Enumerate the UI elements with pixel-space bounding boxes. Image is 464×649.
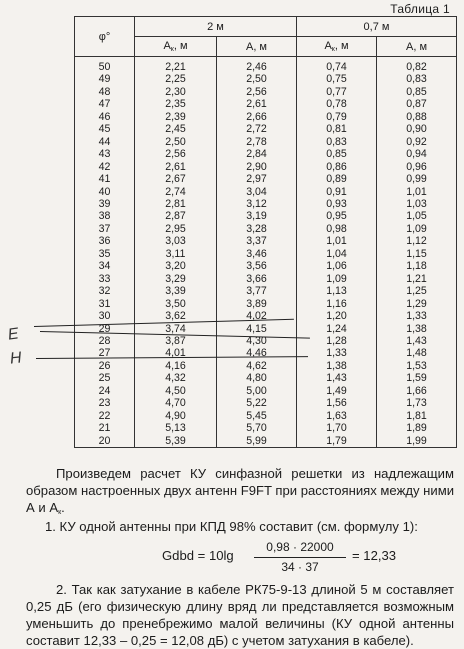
table-row bbox=[75, 86, 457, 98]
a-2m-cell: 5,99 bbox=[217, 435, 297, 448]
a-2m-cell: 2,61 bbox=[217, 98, 297, 110]
table-row bbox=[75, 260, 457, 272]
table-row bbox=[75, 422, 457, 434]
ak-07m-cell: 0,83 bbox=[297, 136, 377, 148]
table-row bbox=[75, 161, 457, 173]
table-row bbox=[75, 186, 457, 198]
a-07m-cell: 0,85 bbox=[377, 86, 457, 98]
paragraph-step1: 1. КУ одной антенны при КПД 98% составит (см. формулу 1): bbox=[45, 519, 418, 534]
table-row bbox=[75, 410, 457, 422]
table-row bbox=[75, 123, 457, 135]
a-07m-cell: 1,48 bbox=[377, 347, 457, 359]
phi-cell: 33 bbox=[75, 273, 135, 285]
a-07m-cell: 1,18 bbox=[377, 260, 457, 272]
ak-07m-cell: 1,24 bbox=[297, 323, 377, 335]
phi-cell: 50 bbox=[75, 57, 135, 74]
ak-2m-cell: 2,56 bbox=[135, 148, 217, 160]
ak-2m-cell: 3,87 bbox=[135, 335, 217, 347]
a-07m-cell: 0,83 bbox=[377, 73, 457, 85]
ak-2m-cell: 5,13 bbox=[135, 422, 217, 434]
a-2m-cell: 5,70 bbox=[217, 422, 297, 434]
a-07m-cell: 0,82 bbox=[377, 57, 457, 74]
formula-rhs: = 12,33 bbox=[352, 548, 397, 563]
a-07m-cell: 0,90 bbox=[377, 123, 457, 135]
a-07m-cell: 0,92 bbox=[377, 136, 457, 148]
ak-07m-cell: 1,20 bbox=[297, 310, 377, 322]
ak-07m-cell: 1,16 bbox=[297, 298, 377, 310]
table-row bbox=[75, 198, 457, 210]
ak-2m-cell: 2,81 bbox=[135, 198, 217, 210]
table-row bbox=[75, 310, 457, 322]
a-07m-cell: 1,89 bbox=[377, 422, 457, 434]
ak-2m-cell: 4,50 bbox=[135, 385, 217, 397]
a-2m-cell: 2,56 bbox=[217, 86, 297, 98]
a-2m-cell: 2,78 bbox=[217, 136, 297, 148]
ak-2m-cell: 4,70 bbox=[135, 397, 217, 409]
phi-cell: 32 bbox=[75, 285, 135, 297]
ak-07m-cell: 1,70 bbox=[297, 422, 377, 434]
formula-numerator: 0,98 · 22000 bbox=[266, 540, 334, 554]
ak-2m-cell: 3,50 bbox=[135, 298, 217, 310]
phi-cell: 23 bbox=[75, 397, 135, 409]
phi-cell: 38 bbox=[75, 210, 135, 222]
ak-2m-cell: 4,90 bbox=[135, 410, 217, 422]
a-07m-cell: 1,33 bbox=[377, 310, 457, 322]
a-2m-cell: 5,00 bbox=[217, 385, 297, 397]
table-body bbox=[75, 57, 457, 448]
phi-cell: 49 bbox=[75, 73, 135, 85]
paragraph-step2: 2. Так как затухание в кабеле РК75-9-13 длиной 5 м составляет 0,25 дБ (его физическую длину вряд ли представляется возможным уменьшить до пренебрежимо малой величины (КУ одной антенны составит 12,33 – 0,25 = 12,08 дБ) с учетом затухания в кабеле). bbox=[26, 582, 454, 648]
a-07m-cell: 1,21 bbox=[377, 273, 457, 285]
group-header-2m: 2 м bbox=[135, 17, 297, 37]
phi-cell: 44 bbox=[75, 136, 135, 148]
formula-denominator: 34 · 37 bbox=[281, 560, 319, 574]
table-header-row-groups bbox=[75, 17, 457, 37]
a-07m-cell: 1,12 bbox=[377, 235, 457, 247]
a-07m-cell: 1,38 bbox=[377, 323, 457, 335]
phi-cell: 41 bbox=[75, 173, 135, 185]
a-07m-cell: 1,25 bbox=[377, 285, 457, 297]
a-07m-cell: 1,05 bbox=[377, 210, 457, 222]
ak-07m-cell: 0,81 bbox=[297, 123, 377, 135]
ak-07m-cell: 0,74 bbox=[297, 57, 377, 74]
ak-2m-cell: 3,11 bbox=[135, 248, 217, 260]
ak-2m-cell: 3,74 bbox=[135, 323, 217, 335]
col-header-a-2m: A, м bbox=[217, 37, 297, 57]
ak-2m-cell: 2,67 bbox=[135, 173, 217, 185]
a-2m-cell: 3,28 bbox=[217, 223, 297, 235]
a-07m-cell: 1,53 bbox=[377, 360, 457, 372]
ak-07m-cell: 1,56 bbox=[297, 397, 377, 409]
a-07m-cell: 1,59 bbox=[377, 372, 457, 384]
a-07m-cell: 1,73 bbox=[377, 397, 457, 409]
ak-07m-cell: 0,91 bbox=[297, 186, 377, 198]
a-2m-cell: 3,19 bbox=[217, 210, 297, 222]
ak-07m-cell: 1,13 bbox=[297, 285, 377, 297]
col-header-a-07m: A, м bbox=[377, 37, 457, 57]
ak-07m-cell: 1,43 bbox=[297, 372, 377, 384]
ak-07m-cell: 0,93 bbox=[297, 198, 377, 210]
ak-07m-cell: 1,06 bbox=[297, 260, 377, 272]
ak-07m-cell: 0,79 bbox=[297, 111, 377, 123]
a-2m-cell: 4,02 bbox=[217, 310, 297, 322]
phi-cell: 30 bbox=[75, 310, 135, 322]
ak-07m-cell: 1,01 bbox=[297, 235, 377, 247]
a-2m-cell: 2,50 bbox=[217, 73, 297, 85]
ak-07m-cell: 1,49 bbox=[297, 385, 377, 397]
a-07m-cell: 0,96 bbox=[377, 161, 457, 173]
ak-07m-cell: 1,79 bbox=[297, 435, 377, 448]
phi-cell: 37 bbox=[75, 223, 135, 235]
ak-2m-cell: 3,20 bbox=[135, 260, 217, 272]
ak-07m-cell: 0,98 bbox=[297, 223, 377, 235]
a-2m-cell: 3,66 bbox=[217, 273, 297, 285]
paragraph-intro: Произведем расчет КУ синфазной решетки из надлежащим образом настроенных двух антенн F9FT при расстояниях между ними А и $А_к$. bbox=[26, 466, 455, 516]
phi-cell: 24 bbox=[75, 385, 135, 397]
a-07m-cell: 0,88 bbox=[377, 111, 457, 123]
phi-header: φ° bbox=[75, 17, 135, 57]
table-row bbox=[75, 136, 457, 148]
table-row bbox=[75, 57, 457, 74]
formula-lhs: Gdbd = 10lg bbox=[162, 548, 234, 563]
phi-cell: 22 bbox=[75, 410, 135, 422]
phi-cell: 40 bbox=[75, 186, 135, 198]
table-row bbox=[75, 360, 457, 372]
ak-07m-cell: 0,77 bbox=[297, 86, 377, 98]
ak-2m-cell: 2,74 bbox=[135, 186, 217, 198]
table-row bbox=[75, 223, 457, 235]
phi-cell: 26 bbox=[75, 360, 135, 372]
ak-2m-cell: 2,39 bbox=[135, 111, 217, 123]
phi-cell: 25 bbox=[75, 372, 135, 384]
phi-cell: 29 bbox=[75, 323, 135, 335]
table-row bbox=[75, 98, 457, 110]
a-07m-cell: 1,03 bbox=[377, 198, 457, 210]
group-header-07m: 0,7 м bbox=[297, 17, 457, 37]
phi-cell: 43 bbox=[75, 148, 135, 160]
phi-cell: 47 bbox=[75, 98, 135, 110]
a-2m-cell: 3,56 bbox=[217, 260, 297, 272]
phi-cell: 39 bbox=[75, 198, 135, 210]
ak-2m-cell: 3,03 bbox=[135, 235, 217, 247]
ak-2m-cell: 2,25 bbox=[135, 73, 217, 85]
a-07m-cell: 1,01 bbox=[377, 186, 457, 198]
table-row bbox=[75, 273, 457, 285]
phi-cell: 36 bbox=[75, 235, 135, 247]
a-07m-cell: 0,99 bbox=[377, 173, 457, 185]
ak-07m-cell: 1,33 bbox=[297, 347, 377, 359]
a-2m-cell: 3,12 bbox=[217, 198, 297, 210]
table-caption: Таблица 1 bbox=[390, 2, 450, 16]
ak-2m-cell: 2,30 bbox=[135, 86, 217, 98]
a-2m-cell: 2,46 bbox=[217, 57, 297, 74]
ak-07m-cell: 0,85 bbox=[297, 148, 377, 160]
a-2m-cell: 3,37 bbox=[217, 235, 297, 247]
table-row bbox=[75, 73, 457, 85]
a-07m-cell: 1,09 bbox=[377, 223, 457, 235]
phi-cell: 20 bbox=[75, 435, 135, 448]
ak-2m-cell: 3,39 bbox=[135, 285, 217, 297]
ak-2m-cell: 2,45 bbox=[135, 123, 217, 135]
a-07m-cell: 1,15 bbox=[377, 248, 457, 260]
ak-07m-cell: 1,09 bbox=[297, 273, 377, 285]
table-row bbox=[75, 298, 457, 310]
a-2m-cell: 3,04 bbox=[217, 186, 297, 198]
a-2m-cell: 4,15 bbox=[217, 323, 297, 335]
a-07m-cell: 1,29 bbox=[377, 298, 457, 310]
a-07m-cell: 1,81 bbox=[377, 410, 457, 422]
distance-table bbox=[74, 16, 457, 448]
handwritten-mark-h: H bbox=[9, 349, 23, 368]
table-row bbox=[75, 248, 457, 260]
phi-cell: 34 bbox=[75, 260, 135, 272]
table-row bbox=[75, 397, 457, 409]
table-row bbox=[75, 210, 457, 222]
table-row bbox=[75, 385, 457, 397]
phi-cell: 21 bbox=[75, 422, 135, 434]
a-2m-cell: 4,80 bbox=[217, 372, 297, 384]
a-2m-cell: 3,77 bbox=[217, 285, 297, 297]
ak-07m-cell: 0,95 bbox=[297, 210, 377, 222]
phi-cell: 48 bbox=[75, 86, 135, 98]
a-07m-cell: 1,66 bbox=[377, 385, 457, 397]
ak-2m-cell: 4,01 bbox=[135, 347, 217, 359]
ak-07m-cell: 1,28 bbox=[297, 335, 377, 347]
ak-2m-cell: 2,87 bbox=[135, 210, 217, 222]
ak-2m-cell: 2,61 bbox=[135, 161, 217, 173]
a-2m-cell: 2,90 bbox=[217, 161, 297, 173]
col-header-ak-2m: $A_к$, м bbox=[135, 37, 217, 57]
phi-cell: 27 bbox=[75, 347, 135, 359]
a-2m-cell: 4,46 bbox=[217, 347, 297, 359]
a-2m-cell: 2,72 bbox=[217, 123, 297, 135]
a-2m-cell: 3,89 bbox=[217, 298, 297, 310]
table-row bbox=[75, 173, 457, 185]
ak-07m-cell: 0,89 bbox=[297, 173, 377, 185]
ak-2m-cell: 3,29 bbox=[135, 273, 217, 285]
a-2m-cell: 4,30 bbox=[217, 335, 297, 347]
ak-2m-cell: 2,35 bbox=[135, 98, 217, 110]
a-2m-cell: 5,45 bbox=[217, 410, 297, 422]
a-2m-cell: 5,22 bbox=[217, 397, 297, 409]
formula-fraction bbox=[254, 540, 346, 575]
ak-07m-cell: 0,78 bbox=[297, 98, 377, 110]
a-2m-cell: 2,84 bbox=[217, 148, 297, 160]
table-row bbox=[75, 111, 457, 123]
phi-cell: 28 bbox=[75, 335, 135, 347]
phi-cell: 45 bbox=[75, 123, 135, 135]
col-header-ak-07m: $A_к$, м bbox=[297, 37, 377, 57]
ak-2m-cell: 2,95 bbox=[135, 223, 217, 235]
table-row bbox=[75, 148, 457, 160]
ak-2m-cell: 2,50 bbox=[135, 136, 217, 148]
a-07m-cell: 1,99 bbox=[377, 435, 457, 448]
a-07m-cell: 0,87 bbox=[377, 98, 457, 110]
a-2m-cell: 4,62 bbox=[217, 360, 297, 372]
ak-07m-cell: 1,63 bbox=[297, 410, 377, 422]
ak-07m-cell: 0,75 bbox=[297, 73, 377, 85]
ak-2m-cell: 5,39 bbox=[135, 435, 217, 448]
a-07m-cell: 0,94 bbox=[377, 148, 457, 160]
ak-07m-cell: 1,38 bbox=[297, 360, 377, 372]
table-row bbox=[75, 372, 457, 384]
handwritten-mark-e: E bbox=[6, 325, 20, 344]
ak-2m-cell: 4,32 bbox=[135, 372, 217, 384]
ak-07m-cell: 0,86 bbox=[297, 161, 377, 173]
table-row bbox=[75, 285, 457, 297]
phi-cell: 31 bbox=[75, 298, 135, 310]
a-2m-cell: 2,66 bbox=[217, 111, 297, 123]
ak-07m-cell: 1,04 bbox=[297, 248, 377, 260]
ak-2m-cell: 4,16 bbox=[135, 360, 217, 372]
table-row bbox=[75, 235, 457, 247]
phi-cell: 35 bbox=[75, 248, 135, 260]
a-07m-cell: 1,43 bbox=[377, 335, 457, 347]
ak-2m-cell: 2,21 bbox=[135, 57, 217, 74]
table-row bbox=[75, 435, 457, 448]
phi-cell: 46 bbox=[75, 111, 135, 123]
phi-cell: 42 bbox=[75, 161, 135, 173]
a-2m-cell: 2,97 bbox=[217, 173, 297, 185]
a-2m-cell: 3,46 bbox=[217, 248, 297, 260]
ak-2m-cell: 3,62 bbox=[135, 310, 217, 322]
